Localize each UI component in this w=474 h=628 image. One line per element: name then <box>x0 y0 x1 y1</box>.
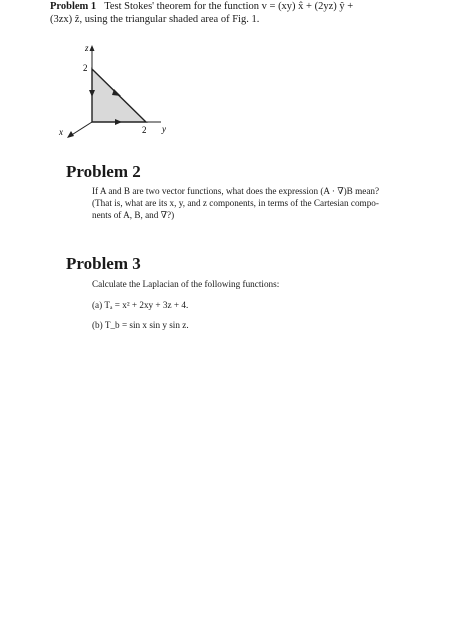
y-axis-label: y <box>162 124 166 134</box>
x-axis-label: x <box>59 127 63 137</box>
problem-2-line-3: nents of A, B, and ∇?) <box>92 210 175 220</box>
problem-3-item-b: (b) T_b = sin x sin y sin z. <box>92 320 189 330</box>
problem-1-line-1 <box>50 0 450 13</box>
z-axis-label: z <box>85 43 89 53</box>
problem-1-text <box>50 0 450 26</box>
problem-3-heading: Problem 3 <box>66 254 141 273</box>
problem-1-line-2: (3zx) ẑ, using the triangular shaded area of Fig. 1. <box>50 14 260 25</box>
z-axis-arrowhead <box>90 45 95 51</box>
problem-1-statement: Test Stokes' theorem for the function v = (xy) x̂ + (2yz) ŷ + <box>104 1 354 12</box>
problem-3-intro: Calculate the Laplacian of the following functions: <box>92 279 280 289</box>
x-axis <box>70 122 92 136</box>
z-tick-label: 2 <box>83 63 88 73</box>
y-tick-label: 2 <box>142 125 147 135</box>
triangle-figure <box>56 40 196 150</box>
problem-2-line-1: If A and B are two vector functions, what does the expression (A · ∇)B mean? <box>92 186 380 196</box>
problem-2-text <box>92 185 432 221</box>
problem-1-label: Problem 1 <box>50 1 97 12</box>
x-axis-arrowhead <box>67 131 74 138</box>
problem-2-line-2: (That is, what are its x, y, and z components, in terms of the Cartesian compo- <box>92 198 379 208</box>
problem-3-item-a: (a) Tₐ = x² + 2xy + 3z + 4. <box>92 300 189 310</box>
problem-2-heading: Problem 2 <box>66 162 141 181</box>
